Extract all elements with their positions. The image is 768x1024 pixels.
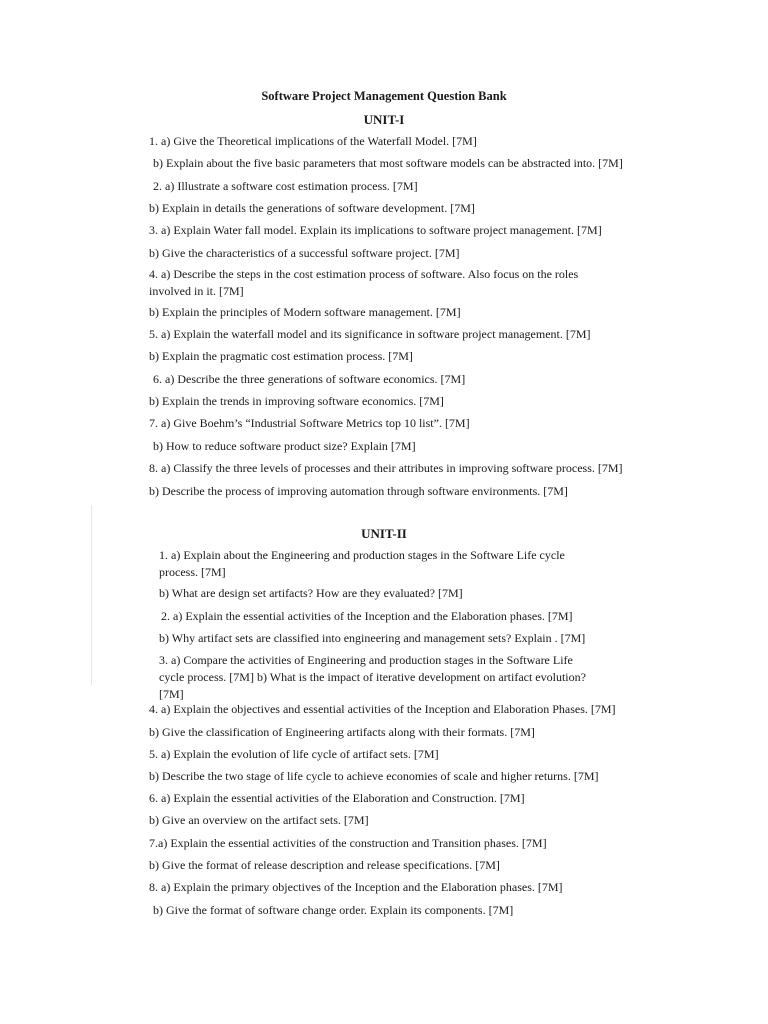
question-item: 5. a) Explain the evolution of life cycle of artifact sets. [7M] [149,747,439,761]
question-item: 5. a) Explain the waterfall model and its significance in software project management. [7M] [149,327,591,341]
question-item: 7. a) Give Boehm’s “Industrial Software Metrics top 10 list”. [7M] [149,416,470,430]
question-item: 1. a) Give the Theoretical implications of the Waterfall Model. [7M] [149,134,477,148]
document-title: Software Project Management Question Bank [261,89,507,103]
question-item: b) Why artifact sets are classified into engineering and management sets? Explain . [7M] [159,631,586,645]
question-item: 3. a) Compare the activities of Engineering and production stages in the Software Life cycle process. [7M] b) What is the impact of iterative development on artifact evolution? [7M] [159,653,586,701]
question-item: b) Explain in details the generations of software development. [7M] [149,201,475,215]
question-item: b) How to reduce software product size? Explain [7M] [153,439,416,453]
question-item: 1. a) Explain about the Engineering and production stages in the Software Life cycle process. [7M] [159,548,565,579]
question-item: 8. a) Classify the three levels of processes and their attributes in improving software process. [7M] [149,461,623,475]
question-item: 4. a) Explain the objectives and essential activities of the Inception and Elaboration Phases. [7M] [149,702,616,716]
question-item: b) Give the format of software change order. Explain its components. [7M] [153,903,514,917]
unit-heading: UNIT-II [361,526,407,541]
question-item: b) Describe the two stage of life cycle to achieve economies of scale and higher returns. [7M] [149,769,599,783]
question-item: b) Give an overview on the artifact sets. [7M] [149,813,369,827]
unit-heading: UNIT-I [363,112,405,127]
question-item: 8. a) Explain the primary objectives of the Inception and the Elaboration phases. [7M] [149,880,563,894]
question-item: b) What are design set artifacts? How are they evaluated? [7M] [159,586,463,600]
question-item: b) Give the format of release description and release specifications. [7M] [149,858,500,872]
question-item: b) Explain the trends in improving software economics. [7M] [149,394,444,408]
question-item: b) Explain the principles of Modern software management. [7M] [149,305,461,319]
question-item: 2. a) Explain the essential activities of the Inception and the Elaboration phases. [7M] [161,609,573,623]
question-item: b) Explain the pragmatic cost estimation process. [7M] [149,349,413,363]
question-item: 2. a) Illustrate a software cost estimation process. [7M] [153,179,418,193]
question-item: b) Describe the process of improving automation through software environments. [7M] [149,484,568,498]
question-item: 4. a) Describe the steps in the cost estimation process of software. Also focus on the roles involved in it. [7M] [149,267,579,298]
question-item: 6. a) Explain the essential activities of the Elaboration and Construction. [7M] [149,791,525,805]
question-item: 6. a) Describe the three generations of software economics. [7M] [153,372,466,386]
question-item: b) Give the characteristics of a successful software project. [7M] [149,246,460,260]
question-item: b) Explain about the five basic parameters that most software models can be abstracted into. [7M] [153,156,623,170]
question-item: b) Give the classification of Engineering artifacts along with their formats. [7M] [149,725,535,739]
question-item: 7.a) Explain the essential activities of the construction and Transition phases. [7M] [149,836,547,850]
question-item: 3. a) Explain Water fall model. Explain its implications to software project management. [7M] [149,223,602,237]
